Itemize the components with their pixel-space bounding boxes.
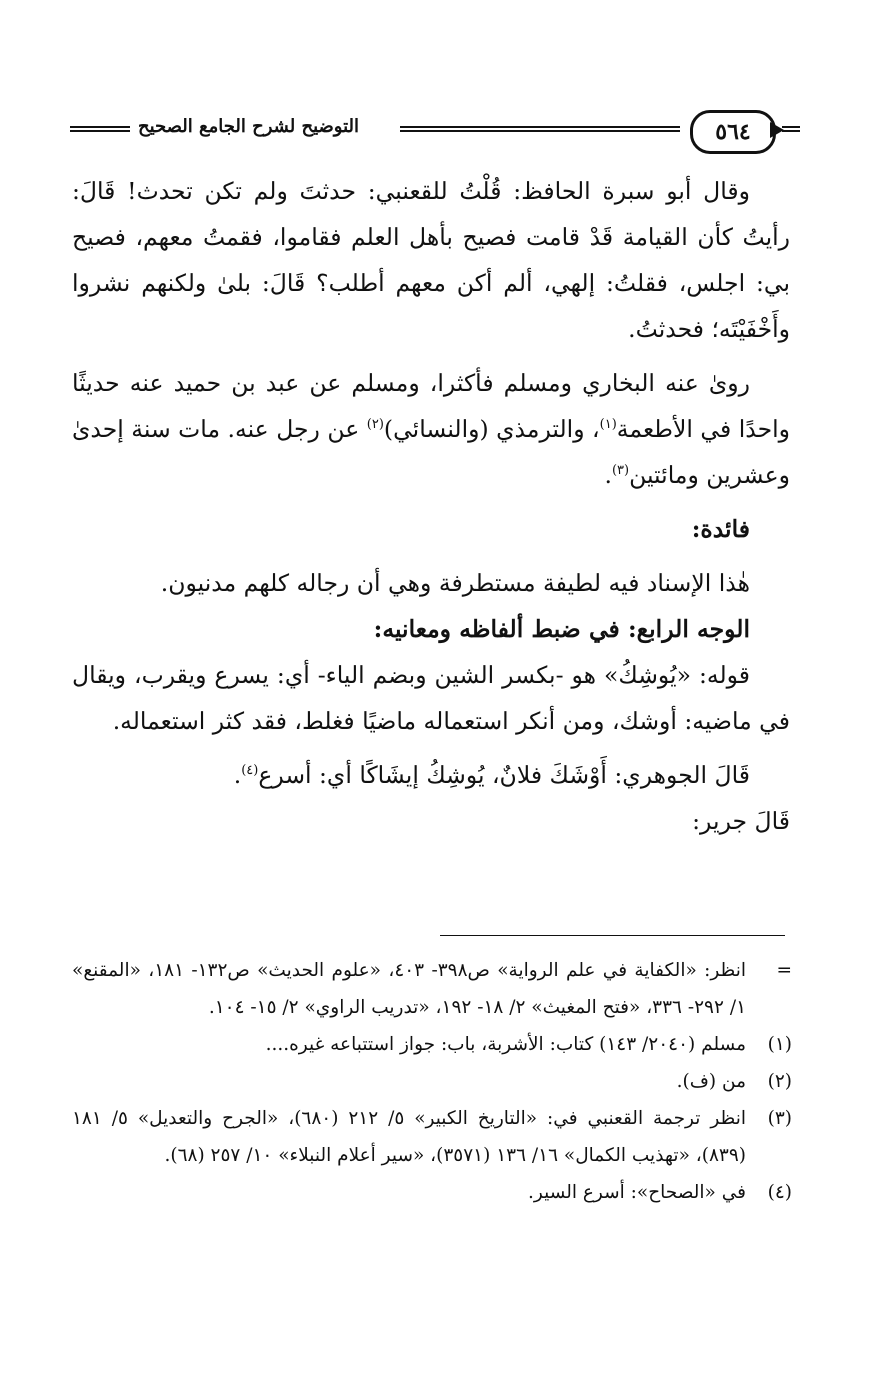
footnote-mark: (١) bbox=[767, 1034, 792, 1055]
paragraph-jawhari: قَالَ الجوهري: أَوْشَكَ فلانٌ، يُوشِكُ إيشَاكًا أي: أسرع$^{(٤)}$. bbox=[233, 761, 750, 789]
header-rule-middle bbox=[400, 126, 680, 132]
footnote-mark: (٣) bbox=[767, 1108, 792, 1129]
footnote-3 bbox=[72, 1100, 792, 1174]
paragraph-jarir: قَالَ جرير: bbox=[692, 807, 790, 835]
paragraph-qanabi-dream: وقال أبو سبرة الحافظ: قُلْتُ للقعنبي: حدثتَ ولم تكن تحدث! قَالَ: رأيتُ كأن القيامة قَدْ قامت فصيح بأهل العلم فقاموا، فقمتُ معهم، فصيح بي: اجلس، فقلتُ: إلهي، ألم أكن معهم أطلب؟ قَالَ: بلىٰ ولكنهم نشروا وأَخْفَيْتَه؛ فحدثتُ. bbox=[72, 177, 791, 343]
paragraph-isnad: هٰذا الإسناد فيه لطيفة مستطرفة وهي أن رجاله كلهم مدنيون. bbox=[160, 569, 750, 597]
page-number-badge bbox=[690, 110, 776, 154]
footnote-text: مسلم (٢٠٤٠/ ١٤٣) كتاب: الأشربة، باب: جواز استتباعه غيره.... bbox=[265, 1034, 746, 1055]
running-title: التوضيح لشرح الجامع الصحيح bbox=[138, 116, 360, 137]
footnote-continued bbox=[72, 952, 792, 1026]
footnote-text: انظر ترجمة القعنبي في: «التاريخ الكبير» ٥/ ٢١٢ (٦٨٠)، «الجرح والتعديل» ٥/ ١٨١ (٨٣٩)، «تهذيب الكمال» ١٦/ ١٣٦ (٣٥٧١)، «سير أعلام النبلاء» ١٠/ ٢٥٧ (٦٨). bbox=[72, 1108, 746, 1166]
footnote-2 bbox=[72, 1063, 792, 1100]
footnote-1 bbox=[72, 1026, 792, 1063]
header-rule-left bbox=[70, 126, 130, 132]
header-rule-right bbox=[782, 126, 800, 132]
heading-fourth-aspect: الوجه الرابع: في ضبط ألفاظه ومعانيه: bbox=[373, 615, 750, 643]
footnote-text: في «الصحاح»: أسرع السير. bbox=[528, 1182, 746, 1203]
footnote-ref-1: (١) bbox=[599, 417, 617, 433]
paragraph-narrators: روىٰ عنه البخاري ومسلم فأكثرا، ومسلم عن عبد بن حميد عنه حديثًا واحدًا في الأطعمة$^{(١)}$، والترمذي (والنسائي)$^{(٢)}$ عن رجل عنه. مات سنة إحدىٰ وعشرين ومائتين$^{(٣)}$. bbox=[72, 369, 791, 489]
main-text bbox=[72, 168, 790, 844]
footnote-text: من (ف). bbox=[676, 1071, 746, 1092]
footnote-ref-4: (٤) bbox=[241, 763, 259, 779]
footnote-text: انظر: «الكفاية في علم الرواية» ص٣٩٨- ٤٠٣، «علوم الحديث» ص١٣٢- ١٨١، «المقنع» ١/ ٢٩٢- ٣٣٦، «فتح المغيث» ٢/ ١٨- ١٩٢، «تدريب الراوي» ٢/ ١٥- ١٠٤. bbox=[72, 960, 747, 1018]
paragraph-yushik: قوله: «يُوشِكُ» هو -بكسر الشين وبضم الياء- أي: يسرع ويقرب، ويقال في ماضيه: أوشك، ومن أنكر استعماله ماضيًا فغلط، فقد كثر استعماله. bbox=[72, 661, 790, 735]
footnote-mark: (٤) bbox=[767, 1182, 792, 1203]
footnotes bbox=[72, 952, 792, 1211]
footnote-separator bbox=[440, 935, 785, 936]
footnote-ref-3: (٣) bbox=[611, 463, 630, 479]
heading-benefit: فائدة: bbox=[691, 515, 750, 543]
page-header bbox=[70, 108, 800, 152]
footnote-4 bbox=[72, 1174, 792, 1211]
page-number: ٥٦٤ bbox=[715, 119, 751, 145]
footnote-mark: (٢) bbox=[767, 1071, 792, 1092]
footnote-ref-2: (٢) bbox=[366, 417, 384, 433]
footnote-mark: = bbox=[776, 960, 792, 981]
